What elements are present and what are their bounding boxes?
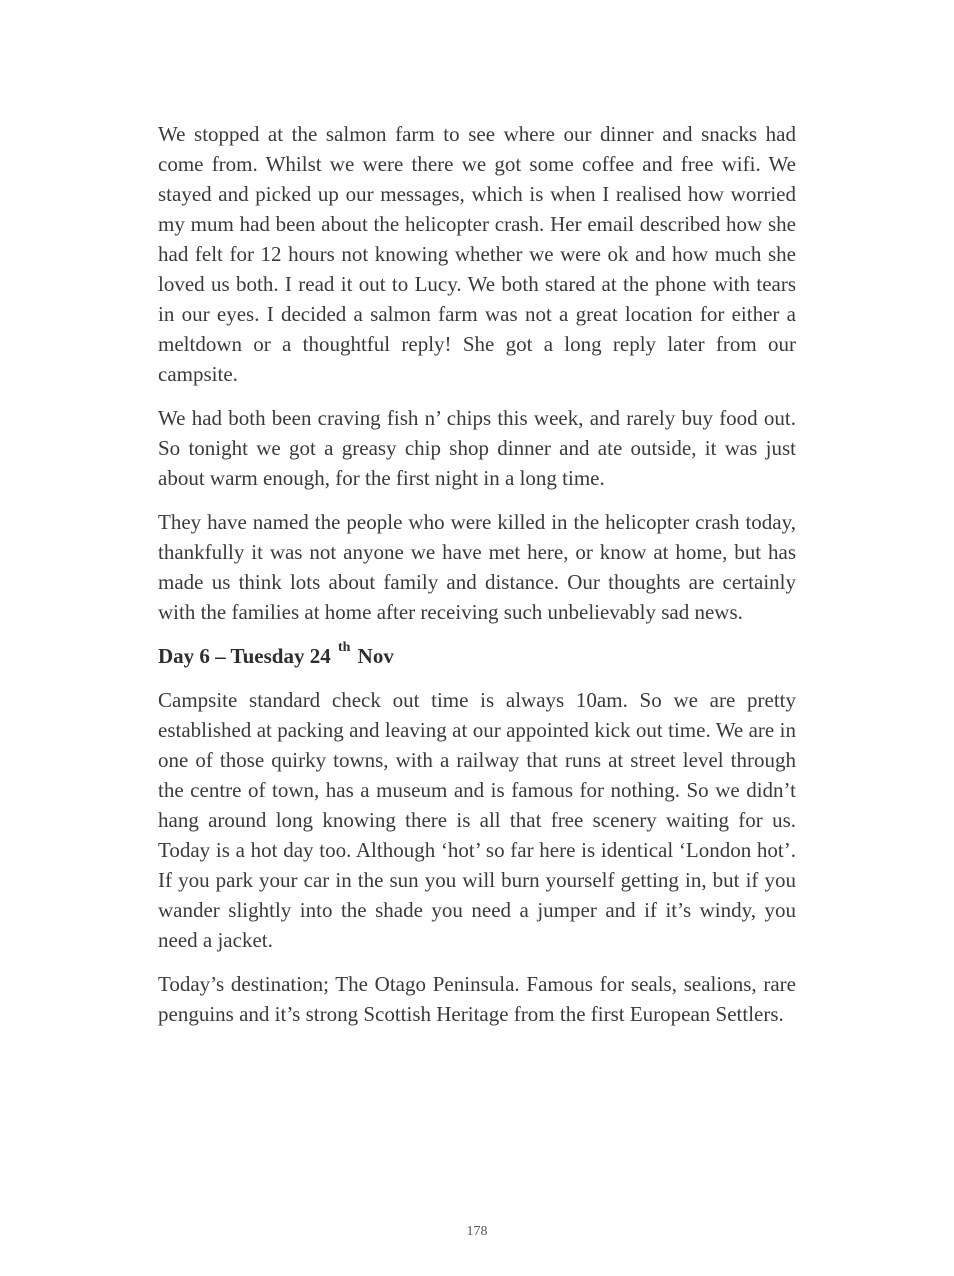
day-heading: [158, 641, 796, 671]
paragraph-otago-peninsula: Today’s destination; The Otago Peninsula. Famous for seals, sealions, rare penguins and it’s strong Scottish Heritage from the first European Settlers.: [158, 972, 796, 1026]
paragraph-fish-and-chips: We had both been craving fish n’ chips this week, and rarely buy food out. So tonight we got a greasy chip shop dinner and ate outside, it was just about warm enough, for the first night in a long time.: [158, 406, 796, 490]
paragraph-checkout-time: Campsite standard check out time is always 10am. So we are pretty established at packing and leaving at our appointed kick out time. We are in one of those quirky towns, with a railway that runs at street level through the centre of town, has a museum and is famous for nothing. So we didn’t hang around long knowing there is all that free scenery waiting for us. Today is a hot day too. Although ‘hot’ so far here is identical ‘London hot’. If you park your car in the sun you will burn yourself getting in, but if you wander slightly into the shade you need a jumper and if it’s windy, you need a jacket.: [158, 688, 796, 952]
day-heading-superscript: th: [337, 640, 351, 655]
page-number: 178: [466, 1224, 488, 1239]
page-body: [158, 119, 796, 1043]
day-heading-prefix: Day 6 – Tuesday 24: [158, 644, 331, 668]
day-heading-suffix: Nov: [357, 644, 394, 668]
paragraph-helicopter-crash: They have named the people who were killed in the helicopter crash today, thankfully it was not anyone we have met here, or know at home, but has made us think lots about family and distance. Our thoughts are certainly with the families at home after receiving such unbelievably sad news.: [158, 510, 796, 624]
paragraph-salmon-farm: We stopped at the salmon farm to see where our dinner and snacks had come from. Whilst we were there we got some coffee and free wifi. We stayed and picked up our messages, which is when I realised how worried my mum had been about the helicopter crash. Her email described how she had felt for 12 hours not knowing whether we were ok and how much she loved us both. I read it out to Lucy. We both stared at the phone with tears in our eyes. I decided a salmon farm was not a great location for either a meltdown or a thoughtful reply! She got a long reply later from our campsite.: [158, 122, 796, 386]
